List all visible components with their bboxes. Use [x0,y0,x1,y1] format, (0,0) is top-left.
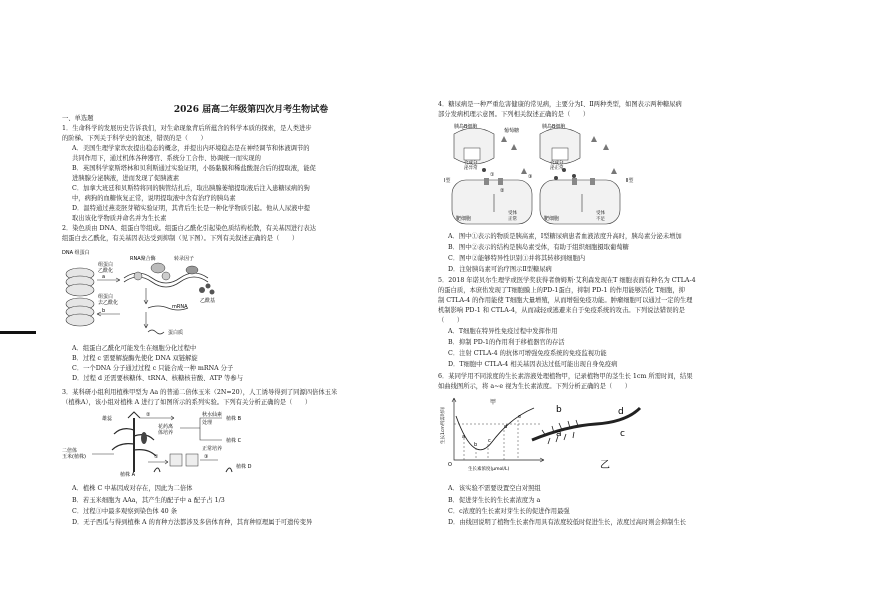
label-n3: ③ [528,174,533,180]
q6-plant-figure [526,396,646,476]
q3-option-d: D．无子西瓜与得到植株 A 的育种方法都涉及多倍体育种，其育种原理属于可遗传变异 [72,519,313,526]
q1-option-a-2: 共同作用下，通过机体各种器官、系统分工合作、协调统一而实现的 [72,155,261,162]
q5-stem-1: 5．2018 年诺贝尔生理学或医学奖获得者詹姆斯·艾利森发现在T 细胞表面有种名为 CTLA-4 [438,277,696,284]
q6-point-c: c [488,438,491,444]
q5-stem-2: 的蛋白质，本庶佑发现了T细胞膜上的PD-1蛋白，抑制 PD-1 的作用能够活化 T细胞，抑 [438,287,685,294]
q6-point-d: d [504,424,508,430]
q1-stem-1: 1．生命科学的发展历史告诉我们，对生命现象背后所蕴含的科学本质的探索，是人类进步 [62,125,312,132]
q5-option-a: A．T细胞在特异性免疫过程中发挥作用 [448,328,558,335]
page-marker [0,331,36,334]
label-acetylation-1: 组蛋白 [98,262,114,268]
label-step-3: ③ [204,454,209,460]
label-target-1: 靶细胞 [456,216,472,222]
label-protein: 蛋白质 [168,330,184,336]
label-acetyl: 乙酰基 [200,298,216,304]
label-stamen: 雄蕊 [102,416,113,422]
q4-option-c: C．图中②能够特异性识别①并将其转移到细胞内 [448,255,586,262]
q2-stem-1: 2．染色质由 DNA、组蛋白等组成。组蛋白乙酰化引起染色质结构松散，有关基因进行表达 [62,225,317,232]
label-plant-d: 植株 D [236,464,252,470]
label-treat: 处理 [202,420,213,426]
label-synth-3: 合成分 [550,161,564,166]
q2-option-b: B．过程 c 需要解旋酶先使化 DNA 双链解旋 [72,355,198,362]
q6-label-jia: 甲 [490,399,497,406]
q1-option-d-2: 取出该化学物质并命名并为生长素 [72,215,167,222]
q1-option-a-1: A．美国生理学家坎农提出稳态的概念，并提出内环境稳态是在神经调节和体液调节的 [72,145,310,152]
q6-option-b: B．促进芽生长的生长素浓度为 a [448,497,541,504]
q5-stem-3: 制 CTLA-4 的作用能使 T细胞大量增殖，从而增强免疫功能。肿瘤细胞可以通过一定的生理 [438,297,693,304]
q5-stem-4: 机制影响 PD-1 和 CTLA-4，从而减轻或逃避来自于免疫系统的攻击。下列说法错误的是 [438,307,685,314]
label-transcription-factor: 转录因子 [174,256,195,262]
q1-option-b-2: 进胰腺分泌胰液，进而发现了促胰液素 [72,175,180,182]
label-n2: ② [500,188,505,194]
q6-y-axis-label: 生长1cm所需时间 [441,407,446,444]
q6-option-c: C．c浓度的生长素对芽生长的促进作用最强 [448,508,570,515]
q6-point-b: b [474,442,478,448]
label-diploid: 二倍体 [62,448,78,454]
q1-stem-2: 的阶梯。下列关于科学史的叙述，错误的是（ ） [62,135,207,142]
label-b: b [102,308,106,314]
q3-option-b: B．若玉米细胞为 AAa，其产生的配子中 a 配子占 1/3 [72,497,225,504]
label-receptor-3: 受体 [596,211,605,216]
label-glucose: 葡萄糖 [504,128,520,134]
q6-root-a: a [556,429,562,439]
q4-option-b: B．图中②表示的结构是胰岛素受体，有助于组织细胞摄取葡萄糖 [448,244,629,251]
label-maize: 玉米(植株) [62,454,86,460]
label-anther-1: 花药离 [158,424,174,430]
label-normal-culture: 正常培养 [202,446,223,452]
q6-stem-1: 6．某同学用不同浓度的生长素溶液处理植物甲，记录植物甲的茎生长 1cm 所需时间，结果 [438,373,693,380]
label-step-1: ① [154,454,159,460]
q2-option-a: A．组蛋白乙酰化可能发生在细胞分化过程中 [72,345,197,352]
label-a: a [102,274,106,280]
label-dna-histone: DNA 组蛋白 [62,250,90,256]
q2-option-d: D．过程 d 还需要核糖体、tRNA、核糖核苷酸、ATP 等参与 [72,375,243,382]
label-deacetylation-1: 组蛋白 [98,294,114,300]
q4-stem-2: 部分发病机理示意图。下列相关叙述正确的是（ ） [438,111,590,118]
q1-option-c-2: 中，病狗的血糖恢复正常，说明提取液中含有治疗的胰岛素 [72,195,236,202]
label-type-1: Ⅰ型 [444,178,451,184]
q6-point-e: e [518,414,522,420]
q6-option-a: A．该实验不需要设置空白对照组 [448,485,541,492]
q4-option-a: A．图中①表示的物质是胰高素，Ⅰ型糖尿病患者血液浓度升高时，胰岛素分泌未增加 [448,233,682,240]
q1-option-c-1: C．加拿大班廷和贝斯特将同的胰管结扎后，取出胰腺萎缩提取液后注入患糖尿病的狗 [72,185,310,192]
label-receptor-2: 正常 [508,217,517,222]
label-plant-c: 植株 C [226,438,242,444]
label-islet-b-2: 胰岛B细胞 [542,124,566,130]
q6-root-b: b [556,405,562,415]
q3-breeding-figure [62,410,302,480]
q5-option-d: D．T细胞中 CTLA-4 相关基因表达过低可能出现自身免疫病 [448,361,618,368]
q1-option-b-1: B．英国科学家斯塔林和贝利斯通过实验证明，小肠黏膜和稀盐酸混合后的提取液，能促 [72,165,316,172]
q6-x-axis-label: 生长素浓度(μmol/L) [468,467,510,472]
label-n1: ① [490,172,495,178]
q5-option-c: C．注射 CTLA-4 的抗体可增强免疫系统的免疫监视功能 [448,350,607,357]
label-target-2: 靶细胞 [544,216,560,222]
label-mrna: mRNA [172,304,188,310]
q2-stem-2: 组蛋白去乙酰化，有关基因表达受到抑制（见下图）。下列有关叙述正确的是（ ） [62,235,299,242]
q1-option-d-1: D．温特通过燕麦胚芽鞘实验证明，其背后生长是一种化学物质引起。他从人尿液中提 [72,205,311,212]
label-islet-b-1: 胰岛B细胞 [454,124,478,130]
q4-option-d: D．注射胰岛素可治疗图示Ⅱ型糖尿病 [448,266,552,273]
label-plant-a: 植株 A [120,472,136,478]
q3-option-c: C．过程③中最多观察到染色体 40 条 [72,508,177,515]
label-anther-2: 体培养 [158,430,174,436]
section-heading: 一、单选题 [62,115,94,122]
q2-option-c: C．一个DNA 分子通过过程 c 只能合成一种 mRNA 分子 [72,365,234,372]
label-synth-2: 泌异常 [464,166,478,171]
label-colchicine: 秋水仙素 [202,412,223,418]
q3-stem-2: （植株A），该小组对植株 A 进行了如图所示的系列实验。下列有关分析正确的是（ ） [62,399,312,406]
label-step-2: ② [146,412,151,418]
q6-label-yi: 乙 [600,460,610,471]
q6-point-a: a [462,434,466,440]
q5-stem-5: （ ） [438,317,464,324]
label-acetylation-2: 乙酰化 [98,268,114,274]
q3-stem-1: 3．某科研小组利用植株甲型为 Aa 的普通二倍体玉米（2N=20），人工诱导得到了同源四倍体玉米 [62,389,338,396]
label-deacetylation-2: 去乙酰化 [98,300,119,306]
label-rna-polymerase: RNA聚合酶 [130,256,156,262]
q6-root-c: c [620,429,625,439]
label-receptor-1: 受体 [508,211,517,216]
q4-stem-1: 4．糖尿病是一种严重危害健康的常见病，主要分为Ⅰ、Ⅱ两种类型，如图表示两种糖尿病 [438,101,682,108]
q6-root-d: d [618,407,624,417]
q6-option-d: D．由线回说明了植物生长素作用具有浓度较低时促进生长，浓度过高时则会抑制生长 [448,519,687,526]
q3-option-a: A．植株 C 中基因成对存在，因此为二倍体 [72,485,193,492]
label-receptor-4: 不足 [596,217,605,222]
q2-chromatin-figure [62,246,262,338]
label-plant-b: 植株 B [226,416,242,422]
q4-diabetes-figure [444,122,644,230]
label-synth-4: 泌正常 [550,166,564,171]
q6-stem-2: 如曲线图所示，将 a~e 视为生长素浓度。下列分析正确的是（ ） [438,383,632,390]
q5-option-b: B．抑制 PD-1的作用利于移植器官的存活 [448,339,565,346]
label-synth-1: 合成分 [464,161,478,166]
exam-title: 2026 届高二年级第四次月考生物试卷 [173,105,329,115]
q6-origin: O [448,462,452,468]
label-type-2: Ⅱ型 [626,178,634,184]
